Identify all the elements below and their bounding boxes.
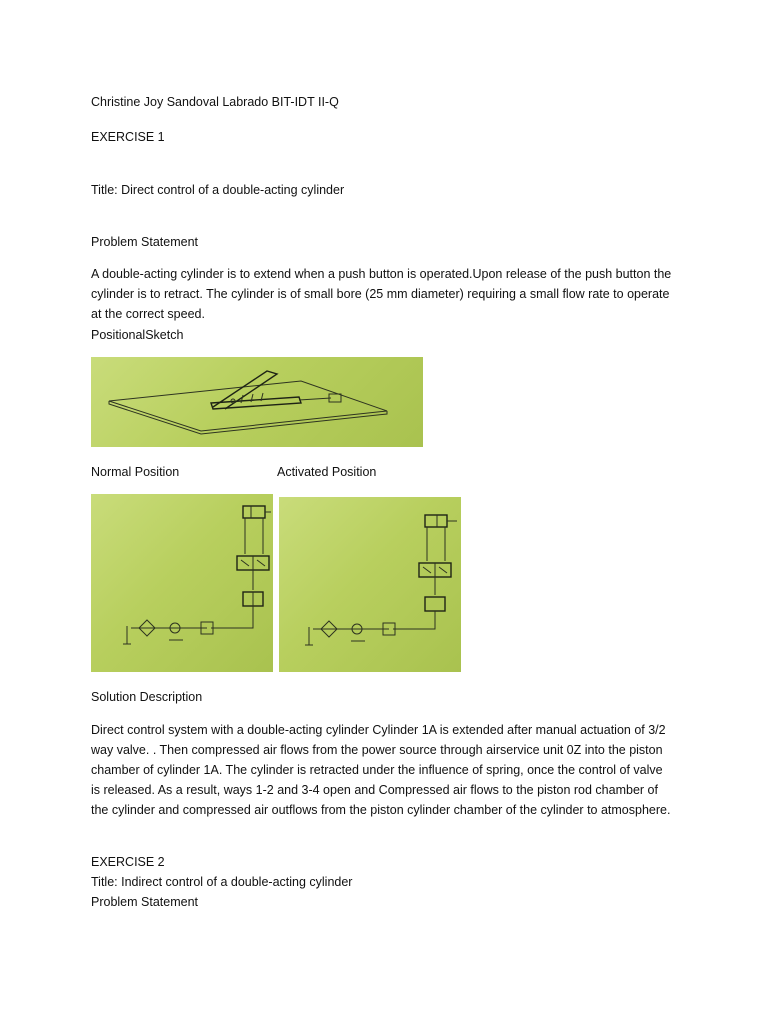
exercise2-heading: EXERCISE 2 — [91, 855, 165, 869]
exercise1-heading: EXERCISE 1 — [91, 130, 165, 144]
positional-sketch-photo — [91, 357, 423, 447]
normal-position-circuit-drawing — [91, 494, 273, 672]
solution-description-text: Direct control system with a double-acting cylinder Cylinder 1A is extended after manual actuation of 3/2 way valve. . Then compressed air flows from the power source through airservice unit 0Z into the piston chamber of cylinder 1A. The cylinder is retracted under the influence of spring, once the control of valve is released. As a result, ways 1-2 and 3-4 open and Compressed air flows to the piston rod chamber of the cylinder and compressed air outflows from the piston cylinder chamber of the cylinder to atmosphere. — [91, 723, 671, 817]
activated-position-photo — [279, 497, 461, 672]
solution-description-heading: Solution Description — [91, 690, 203, 704]
exercise2-title: Title: Indirect control of a double-acting cylinder — [91, 875, 353, 889]
positional-sketch-heading: PositionalSketch — [91, 328, 184, 342]
normal-position-photo — [91, 494, 273, 672]
normal-position-label: Normal Position — [91, 465, 180, 479]
exercise1-problem-heading: Problem Statement — [91, 235, 198, 249]
exercise1-problem-text: A double-acting cylinder is to extend when a push button is operated.Upon release of the push button the cylinder is to retract. The cylinder is of small bore (25 mm diameter) requiring a small flow rate to operate at the correct speed. — [91, 267, 672, 321]
activated-position-label: Activated Position — [277, 465, 377, 479]
positional-sketch-drawing — [91, 357, 423, 447]
activated-position-circuit-drawing — [279, 497, 461, 672]
exercise2-problem-heading: Problem Statement — [91, 895, 198, 909]
author-line: Christine Joy Sandoval Labrado BIT-IDT II-Q — [91, 95, 339, 109]
exercise1-title: Title: Direct control of a double-acting cylinder — [91, 183, 345, 197]
